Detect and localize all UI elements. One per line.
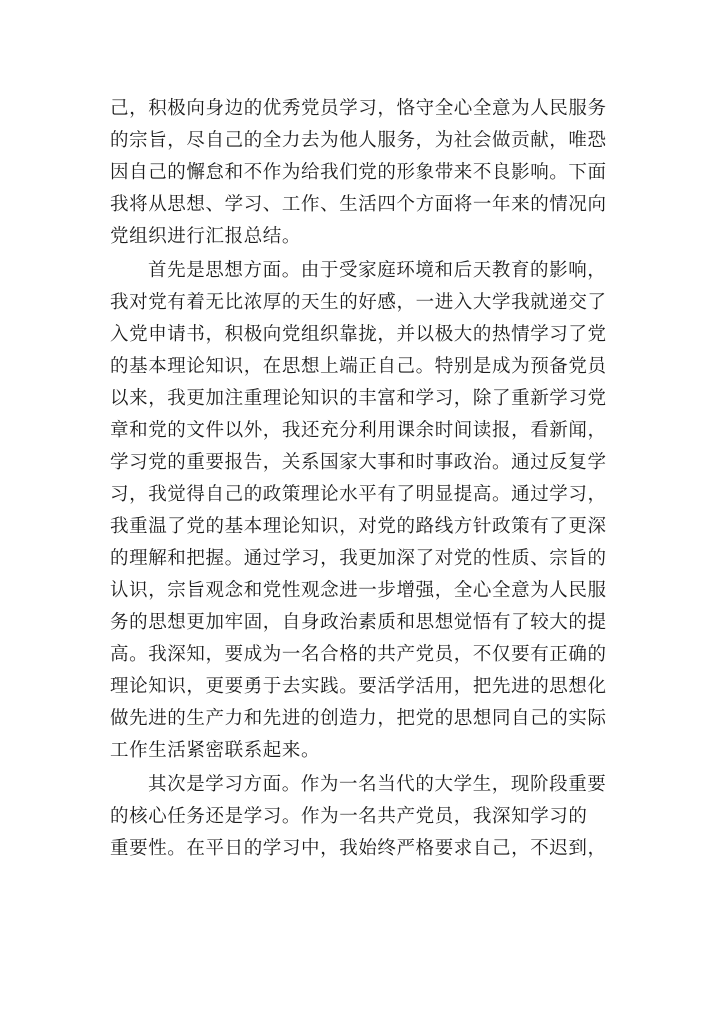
text-line: 重要性。在平日的学习中，我始终严格要求自己，不迟到， [110, 838, 607, 859]
text-line: 其次是学习方面。作为一名当代的大学生，现阶段重要 [148, 774, 607, 795]
text-line: 的基本理论知识，在思想上端正自己。特别是成为预备党员 [110, 356, 607, 377]
text-line: 工作生活紧密联系起来。 [110, 740, 321, 761]
text-line: 首先是思想方面。由于受家庭环境和后天教育的影响， [148, 260, 607, 281]
text-line: 我将从思想、学习、工作、生活四个方面将一年来的情况向 [110, 194, 607, 215]
paragraph-2 [110, 255, 630, 767]
text-line: 做先进的生产力和先进的创造力，把党的思想同自己的实际 [110, 708, 607, 729]
text-line: 习，我觉得自己的政策理论水平有了明显提高。通过学习， [110, 484, 607, 505]
text-line: 党组织进行汇报总结。 [110, 226, 302, 247]
text-line: 因自己的懈怠和不作为给我们党的形象带来不良影响。下面 [110, 162, 607, 183]
paragraph-3 [110, 769, 630, 865]
text-line: 认识，宗旨观念和党性观念进一步增强，全心全意为人民服 [110, 580, 607, 601]
text-line: 章和党的文件以外，我还充分利用课余时间读报，看新闻， [110, 420, 607, 441]
text-line: 务的思想更加牢固，自身政治素质和思想觉悟有了较大的提 [110, 612, 607, 633]
text-line: 高。我深知，要成为一名合格的共产党员，不仅要有正确的 [110, 644, 607, 665]
text-line: 的理解和把握。通过学习，我更加深了对党的性质、宗旨的 [110, 548, 607, 569]
text-line: 我重温了党的基本理论知识，对党的路线方针政策有了更深 [110, 516, 607, 537]
text-line: 入党申请书，积极向党组织靠拢，并以极大的热情学习了党 [110, 324, 607, 345]
text-line: 我对党有着无比浓厚的天生的好感，一进入大学我就递交了 [110, 292, 607, 313]
body-text [110, 93, 630, 865]
text-line: 学习党的重要报告，关系国家大事和时事政治。通过反复学 [110, 452, 607, 473]
text-line: 以来，我更加注重理论知识的丰富和学习，除了重新学习党 [110, 388, 607, 409]
text-line: 的核心任务还是学习。作为一名共产党员，我深知学习的 [110, 806, 588, 827]
paragraph-1 [110, 93, 630, 253]
text-line: 己，积极向身边的优秀党员学习，恪守全心全意为人民服务 [110, 98, 607, 119]
text-line: 理论知识，更要勇于去实践。要活学活用，把先进的思想化 [110, 676, 607, 697]
text-line: 的宗旨，尽自己的全力去为他人服务，为社会做贡献，唯恐 [110, 130, 607, 151]
